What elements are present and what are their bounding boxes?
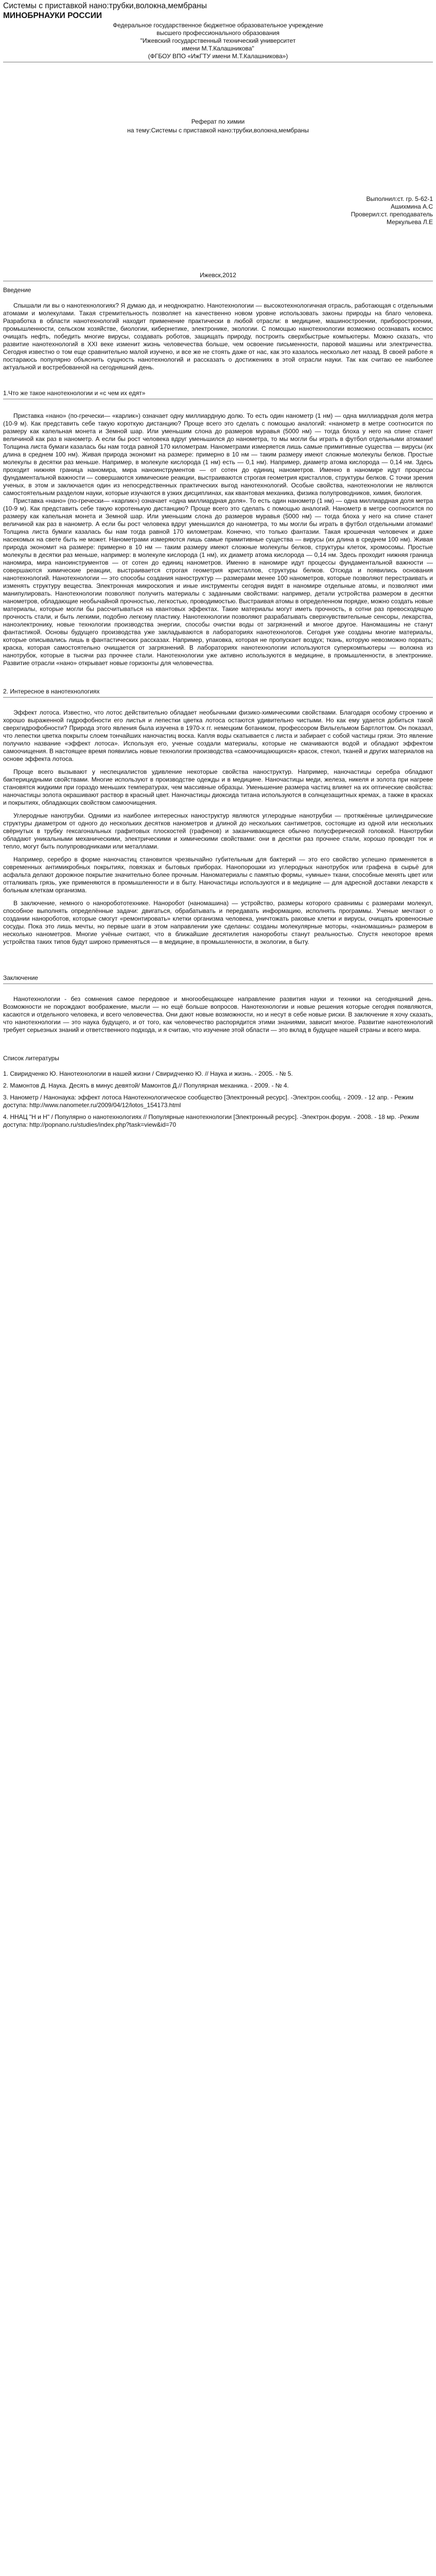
ministry-name: МИНОБРНАУКИ РОССИИ [3, 11, 102, 20]
report-label: Реферат по химии [191, 118, 245, 125]
section-2-paragraph: Проще всего вызывают у неспециалистов удивление некоторые свойства наноструктур. Например, наночастицы серебра обладают бактерицидными свойствами. Многие используют в производстве одежды и в медицине. Наночастицы меди, железа, никеля и золота при нагреве становятся жидкими при гораздо меньших температурах, чем массивные образцы. Уменьшение размера частиц влияет на их оптические свойства: наночастицы золота окрашивают раствор в красный цвет. Наночастицы диоксида титана используются в солнцезащитных кремах, а также в красках и покрытиях, обладающих свойством самоочищения. [3, 768, 433, 806]
reference-item: 3. Нанометр / Нанонаука: эффект лотоса Нанотехнологическое сообщество [Электронный ресурс]. -Электрон.сообщ. - 2009. - 12 апр. - Режим доступа: http://www.nanometer.ru/2009/04/12/lotos_154173.html [3, 1094, 414, 1109]
section-heading-2: 2. Интересное в нанотехнологиях [3, 688, 100, 695]
author-line: Меркульева Л.Е [387, 218, 433, 226]
section-2-paragraph: Углеродные нанотрубки. Одними из наиболее интересных наноструктур являются углеродные нанотрубки — протяжённые цилиндрические структуры диаметром от одного до нескольких десятков нанометров и длиной до нескольких сантиметров, состоящие из одной или нескольких свёрнутых в трубку гексагональных графитовых плоскостей (графенов) и заканчивающиеся обычно полусферической головкой. Нанотрубки обладают уникальными механическими, электрическими и химическими свойствами: они в десятки раз прочнее стали, хорошо проводят ток и тепло, могут быть полупроводниками или металлами. [3, 812, 433, 850]
section-1-paragraph: Приставка «нано» (по-гречески— «карлик») означает «одна миллиардная доля». То есть один нанометр (1 нм) — одна миллиардная доля метра (10-9 м). Как представить себе такую коротенькую дистанцию? Проще всего это сделать с помощью аналогий. Нанометр в метре соотносится по размеру как капельная монета и Земной шар. Или уменьшим слона до размеров муравья (5000 нм) — тогда блоха у него на спине станет величиной как раз в нанометр. А если бы рост человека вдруг уменьшился до нанометра, то мы могли бы играть в футбол отдельными атомами! Толщина листа бумаги казалась бы нам тогда равной 170 километрам. Конечно, что только фантазии. Такая крошечная человечек и даже насекомых на свете быть не может. Нанометрами измеряются лишь самые примитивные существа — вирусы (их длина в среднем 100 нм). Живая природа экономит на размере: примерно в 10 нм — таким размеру имеют сложные молекулы белков, структуры клеток, хромосомы. Простые молекулы в десятки раз меньше, например: в молекуле кислорода (1 нм), их диаметр атома кислорода — 0,14 нм. Здесь проходит нижняя граница наномира, мира наноинструментов — от сотен до единиц нанометров. Именно в наномире идут процессы фундаментальной важности — совершаются химические реакции, выстраивается строгая геометрия кристаллов, структуры белков. Отсюда и появились основания нанотехнологий. Нанотехнологии — это способы создания наноструктур — размерами менее 100 нанометров, которые позволяют перестраивать и изменять структуру вещества. Электронная микроскопия и иные инструменты сегодня видят в наномире отдельные атомы, и позволяют ими манипулировать. Нанотехнологии позволяют получить материалы с заданными свойствами: например, детали устройства размером в десятки нанометров, обладающие необычайной прочностью, легкостью, проводимостью. Выстраивая атомы в определенном порядке, можно создать новые материалы, которые могли бы рассчитываться на квантовых эффектах. Такие материалы могут иметь прочность, в сотни раз превосходящую прочность стали, и быть легкими, подобно легкому пластику. Нанотехнологии позволяют разрабатывать сверхчувствительные сенсоры, лекарства, наноэлектронику, новые технологии производства энергии, способы очистки воды от загрязнений и многое другое. Наномашины не станут фантастикой. Основы будущего производства уже закладываются в лабораториях нанотехнологов. Сегодня уже созданы многие материалы, которые описывались лишь в фантастических рассказах. Например, упаковка, которая не пропускает воздух; ткань, которую невозможно порвать; краска, которая самостоятельно очищается от загрязнений. В лабораториях нанотехнологии используются суперкомпьютеры — волокна из нанотрубок, которые в тысячи раз прочнее стали. Нанотехнологии уже активно используются в медицине, в промышленности, в электронике. Развитие отрасли «нано» открывает новые горизонты для человечества. [3, 497, 433, 667]
institution-line: высшего профессионального образования [156, 29, 280, 37]
author-line: Выполнил:ст. гр. 5-62-1 [366, 195, 433, 202]
author-line: Ашихмина А.С [391, 203, 433, 210]
institution-line: (ФГБОУ ВПО «ИжГТУ имени М.Т.Калашникова») [148, 53, 288, 60]
section-heading-references: Список литературы [3, 1055, 59, 1062]
institution-line: имени М.Т.Калашникова" [182, 45, 254, 52]
author-line: Проверил:ст. преподаватель [351, 211, 433, 218]
section-2-paragraph: Например, серебро в форме наночастиц становится чрезвычайно губительным для бактерий — это его свойство успешно применяется в современных антимикробных покрытиях, повязках и бытовых приборах. Нанопорошки из углеродных нанотрубок или графена в сырьё для асфальта делают дорожное покрытие значительно более прочным. Наноматериалы с памятью формы, «умные» ткани, способные менять цвет или отталкивать грязь, уже применяются в промышленности и в быту. Наночастицы используются и в медицине — для адресной доставки лекарств к больным клеткам организма. [3, 856, 433, 894]
intro-paragraph: Спышали ли вы о нанотехнологиях? Я думаю да, и неоднократно. Нанотехнологии — высокотехнологичная отрасль, работающая с отдельными атомами и молекулами. Такая стремительность позволяет на качественно новом уровне использовать законы природы на благо человека. Разработка в области нанотехнологий находит применение практически в любой отрасли: в медицине, машиностроении, приборостроении, промышленности, сельском хозяйстве, биологии, кибернетике, электронике, экологии. С помощью нанотехнологии возможно осознавать космос очищать нефть, победить многие вирусы, создавать роботов, защищать природу, построить сверхбыстрые компьютеры. Можно сказать, что развитие нанотехнологий в XXI веке изменит жизнь человечества больше, чем освоение письменности, паровой машины или электричества. Сегодня известно о том еще сравнительно малой изучено, и все же не стоять даже от нас, как это казалось несколько лет назад. В своей работе я постараюсь популярно объяснить сущность нанотехнологий и рассказать о достижениях в этой отрасли науки. Так как считаю ее наиболее актуальной и востребованной на сегодняшний день. [3, 302, 433, 371]
institution-line: Федеральное государственное бюджетное образовательное учреждение [113, 22, 323, 29]
reference-item: 1. Свиридченко Ю. Нанотехнологии в нашей жизни / Свиридченко Ю. // Наука и жизнь. - 2005. - № 5. [3, 1070, 293, 1077]
report-topic: на тему:Системы с приставкой нано:трубки,волокна,мембраны [127, 127, 309, 134]
document-page [0, 0, 436, 1129]
section-heading-intro: Введение [3, 286, 31, 294]
section-2-paragraph: В заключение, немного о наноробототехнике. Наноробот (наномашина) — устройство, размеры которого сравнимы с размерами молекул, способное выполнять определённые задачи: двигаться, обрабатывать и передавать информацию, исполнять программы. Ученые мечтают о создании нанороботов, которые смогут «ремонтировать» клетки организма человека, уничтожать раковые клетки и вирусы, очищать кровеносные сосуды. Пока это лишь мечты, но первые шаги в этом направлении уже сделаны: созданы молекулярные моторы, «наномашины» размером в несколько нанометров. Многие учёные считают, что в ближайшие десятилетия нанороботы станут реальностью. Спустя некоторое время устройства таких типов будут широко применяться — в медицине, в промышленности, в экологии, в быту. [3, 900, 433, 945]
reference-item: 4. ННАЦ "Н и Н" / Популярно о нанотехнологиях // Популярные нанотехнологии [Электронный ресурс]. -Электрон.форум. - 2008. - 18 мр. -Режим доступа: http://popnano.ru/studies/index.php?task=view&id=70 [3, 1113, 419, 1128]
section-1-paragraph: Приставка «нано» (по-гречески— «карлик») означает одну миллиардную долю. То есть один нанометр (1 нм) — одна миллиардная доля метра (10-9 м). Как представить себе такую короткую дистанцию? Проще всего это сделать с помощью аналогий: «нанометр в метре соотносится по размеру как капельная монета и Земной шар. Или уменьшим слона до размеров муравья (5000 нм) — тогда блоха у него на спине станет величиной как раз в нанометр. А если бы рост человека вдруг уменьшился до нанометра, то мы могли бы играть в футбол отдельными атомами! Толщина листа бумаги казалась бы нам тогда равной 170 километрам. Нанометрами измеряется лишь самые примитивные существа — вирусы (их длина в среднем 100 нм). Живая природа экономит на размере: примерно в 10 нм — таким размеру имеют сложные молекулы белков. Простые молекулы в десятки раз меньше. Например, в молекуле кислорода (1 нм) есть — 0,1 нм). Например, диаметр атома кислорода — 0,14 нм. Здесь проходит нижняя граница наномира, мира наноинструментов — от сотен до единиц нанометров. Именно в наномире идут процессы фундаментальной важности — совершаются химические реакции, выстраиваются строгая геометрия кристаллов, структуры белков. С точки зрения ученых, в этом и заключается один из непосредственных практических выгод нанотехнологий. Особые свойства, нанотехнологии не являются самостоятельным разделом науки, которые изучаются в узких дисциплинах, как квантовая механика, физика полупроводников, химия, биология. [3, 412, 433, 497]
reference-item: 2. Мамонтов Д. Наука. Десять в минус девятой/ Мамонтов Д.// Популярная механика. - 2009. - № 4. [3, 1082, 289, 1089]
section-heading-1: 1.Что же такое нанотехнологии и «с чем их едят» [3, 389, 146, 397]
institution-line: "Ижевский государственный технический университет [140, 37, 296, 44]
section-heading-conclusion: Заключение [3, 974, 38, 981]
document-title: Системы с приставкой нано:трубки,волокна,мембраны [3, 2, 207, 10]
section-2-paragraph: Эффект лотоса. Известно, что лотос действительно обладает необычными физико-химическими свойствами. Благодаря особому строению и хорошо выраженной гидрофобности его листья и лепестки цветка лотоса остаются удивительно чистыми. Но как ему удается добиться такой сверхгидрофобности? Природа этого явления была изучена в 1970-х гг. немецким ботаником, профессором Вильгельмом Бартлоттом. Он показал, что лепестки цветка покрыты слоем тончайших наночастиц воска. Капля воды скатывается с листа и забирает с собой частицы грязи. Это явление получило название «эффект лотоса». Используя его, ученые создали материалы, которые не смачиваются водой и обладают эффектом самоочищения. В настоящее время появились новые технологии производства «самоочищающихся» красок, стекол, тканей и других материалов на основе эффекта лотоса. [3, 709, 433, 762]
conclusion-paragraph: Нанотехнологии - без сомнения самое передовое и многообещающее направление развития науки и техники на сегодняшний день. Возможности не порождают воображение, мысли — но ещё больше вопросов. Нанотехнологии и новые решения которые сегодня появляются, касаются и отдельного человека, и всего человечества. Они дают новые возможности, но и несут в себе новые риски. В заключение я хочу сказать, что нанотехнологии — это наука будущего, и от того, как человечество распорядится этими знаниями, зависит многое. Развитие нанотехнологий требует серьезных знаний и ответственного подхода, и я считаю, что изучение этой области — это вклад в будущее нашей страны и всего мира. [3, 995, 433, 1033]
city-year: Ижевск,2012 [200, 272, 236, 279]
